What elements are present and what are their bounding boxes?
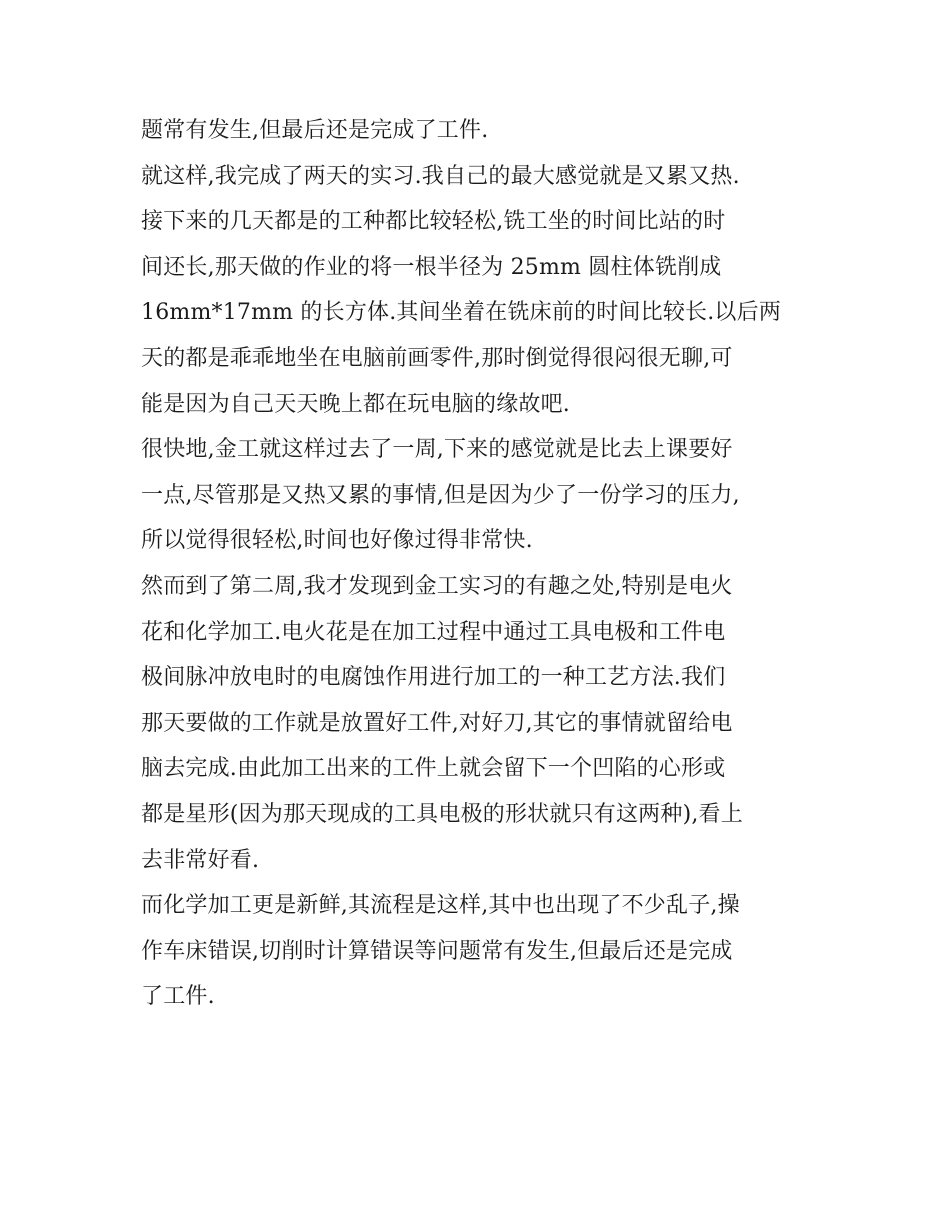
text-line-9: 一点,尽管那是又热又累的事情,但是因为少了一份学习的压力,: [141, 482, 740, 508]
text-line-7: 能是因为自己天天晚上都在玩电脑的缘故吧.: [141, 391, 570, 417]
text-line-13: 极间脉冲放电时的电腐蚀作用进行加工的一种工艺方法.我们: [141, 665, 726, 691]
document-body: [141, 108, 831, 1020]
text-line-8: 很快地,金工就这样过去了一周,下来的感觉就是比去上课要好: [141, 437, 733, 463]
text-line-6: 天的都是乖乖地坐在电脑前画零件,那时倒觉得很闷很无聊,可: [141, 345, 733, 371]
text-line-11: 然而到了第二周,我才发现到金工实习的有趣之处,特别是电火: [141, 573, 733, 599]
text-line-15: 脑去完成.由此加工出来的工件上就会留下一个凹陷的心形或: [141, 756, 726, 782]
text-line-18: 而化学加工更是新鲜,其流程是这样,其中也出现了不少乱子,操: [141, 893, 740, 919]
text-line-16: 都是星形(因为那天现成的工具电极的形状就只有这两种),看上: [141, 801, 743, 827]
text-line-12: 花和化学加工.电火花是在加工过程中通过工具电极和工件电: [141, 619, 726, 645]
text-line-20: 了工件.: [141, 984, 215, 1010]
text-line-4: 间还长,那天做的作业的将一根半径为 25mm 圆柱体铣削成: [141, 254, 722, 280]
text-line-2: 就这样,我完成了两天的实习.我自己的最大感觉就是又累又热.: [141, 163, 740, 189]
text-line-1: 题常有发生,但最后还是完成了工件.: [141, 118, 489, 143]
text-line-10: 所以觉得很轻松,时间也好像过得非常快.: [141, 528, 533, 554]
text-line-19: 作车床错误,切削时计算错误等问题常有发生,但最后还是完成: [141, 938, 733, 964]
text-line-14: 那天要做的工作就是放置好工件,对好刀,其它的事情就留给电: [141, 710, 733, 736]
text-line-5: 16mm*17mm 的长方体.其间坐着在铣床前的时间比较长.以后两: [141, 300, 782, 326]
text-line-17: 去非常好看.: [141, 847, 260, 873]
text-line-3: 接下来的几天都是的工种都比较轻松,铣工坐的时间比站的时: [141, 209, 726, 235]
